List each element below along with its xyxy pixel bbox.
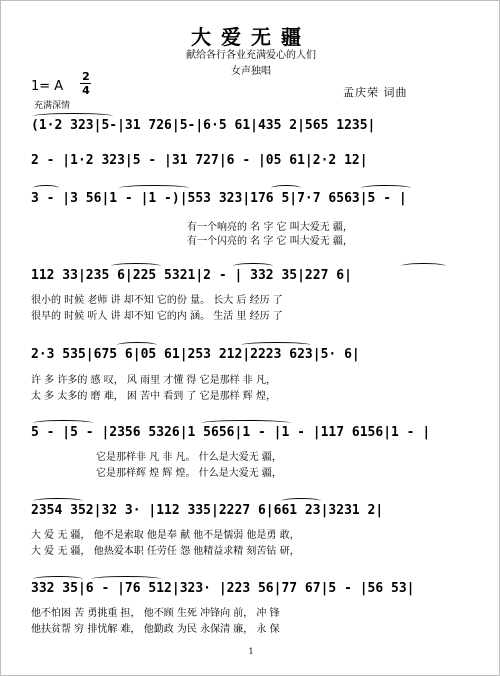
slur-mark xyxy=(241,342,311,348)
slur-mark xyxy=(271,185,301,191)
notation-line-2: 2 - |1·2 323|5 - |31 727|6 - |05 61|2·2 12| xyxy=(31,153,368,168)
lyric-line-6b: 它是那样辉 煌 辉 煌。 什么是大爱无 疆， xyxy=(96,468,282,479)
lyric-line-6a: 它是那样非 凡 非 凡。 什么是大爱无 疆， xyxy=(96,452,282,463)
lyric-line-8a: 他不怕困 苦 勇挑重 担， 他不顾 生死 冲锋向 前， 冲 锋 xyxy=(31,608,280,619)
time-signature-top: 2 xyxy=(82,70,90,83)
slur-mark xyxy=(361,185,411,191)
lyric-line-7a: 大 爱 无 疆， 他不是索取 他是奉 献 他不是懦弱 他是勇 敢， xyxy=(31,530,300,541)
slur-mark xyxy=(91,576,161,582)
lyric-line-5a: 许 多 许多的 感 叹， 风 雨里 才懂 得 它是那样 非 凡， xyxy=(31,375,276,386)
notation-line-6: 5 - |5 - |2356 5326|1 5656|1 - |1 - |117 6156|1 - | xyxy=(31,425,431,440)
lyric-line-3b: 有一个闪亮的 名 字 它 叫大爱无 疆， xyxy=(187,236,353,247)
slur-mark xyxy=(281,498,321,504)
lyric-line-7b: 大 爱 无 疆， 他热爱本职 任劳任 怨 他精益求精 刻苦钻 研， xyxy=(31,546,300,557)
notation-line-1: (1·2 323|5-|31 726|5-|6·5 61|435 2|565 1235| xyxy=(31,118,376,133)
key-signature: 1= A xyxy=(31,79,64,94)
slur-mark xyxy=(201,420,291,426)
expression-mark: 充满深情 xyxy=(34,101,71,111)
notation-line-4: 112 33|235 6|225 5321|2 - | 332 35|227 6| xyxy=(31,268,352,283)
lyric-line-4b: 很早的 时候 听人 讲 却不知 它的内 涵。 生活 里 经历 了 xyxy=(31,311,283,322)
notation-line-5: 2·3 535|675 6|05 61|253 212|2223 623|5· 6| xyxy=(31,347,360,362)
lyric-line-3a: 有一个响亮的 名 字 它 叫大爱无 疆， xyxy=(187,222,353,233)
slur-mark xyxy=(117,342,157,348)
lyric-line-5b: 太 多 太多的 磨 难， 困 苦中 看到 了 它是那样 辉 煌， xyxy=(31,391,276,402)
dedication-subtitle: 献给各行各业充满爱心的人们 xyxy=(186,50,316,61)
notation-line-3: 3 - |3 56|1 - |1 -)|553 323|176 5|7·7 6563|5 - | xyxy=(31,191,407,206)
slur-mark xyxy=(33,498,83,504)
slur-mark xyxy=(401,263,446,269)
slur-mark xyxy=(33,185,59,191)
time-signature xyxy=(80,71,92,96)
page-number: 1 xyxy=(248,647,254,656)
slur-mark xyxy=(33,113,113,119)
performance-type: 女声独唱 xyxy=(231,66,271,77)
author-credit: 孟庆荣 词曲 xyxy=(343,86,408,99)
time-signature-bottom: 4 xyxy=(82,84,90,97)
notation-line-8: 332 35|6 - |76 512|323· |223 56|77 67|5 - |56 53| xyxy=(31,581,415,596)
lyric-line-4a: 很小的 时候 老师 讲 却不知 它的份 量。 长大 后 经历 了 xyxy=(31,295,283,306)
slur-mark xyxy=(233,263,273,269)
lyric-line-8b: 他扶贫帮 穷 排忧解 难， 他勤政 为民 永保清 廉， 永 保 xyxy=(31,624,280,635)
slur-mark xyxy=(119,185,189,191)
notation-line-7: 2354 352|32 3· |112 335|2227 6|661 23|3231 2| xyxy=(31,503,384,518)
song-title: 大爱无疆 xyxy=(191,25,311,49)
slur-mark xyxy=(33,420,93,426)
slur-mark xyxy=(111,263,161,269)
slur-mark xyxy=(33,576,83,582)
